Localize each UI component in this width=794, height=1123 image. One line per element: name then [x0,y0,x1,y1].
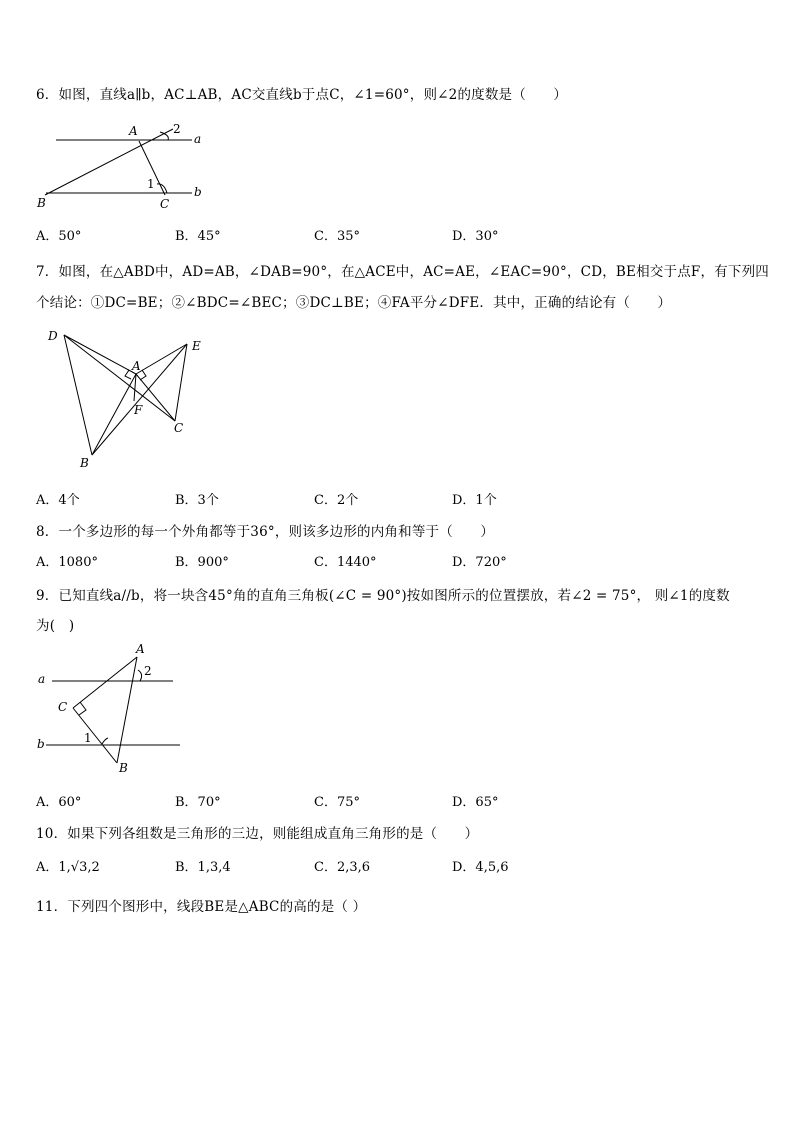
label-C: C [160,197,170,211]
label-D: D [48,329,58,343]
seg-ba [92,374,136,455]
label-b: b [194,185,202,199]
question-9-text-1: 已知直线a//b，将一块含45°角的直角三角板(∠C = 90°)按如图所示的位置摆放，若∠2 = 75°， 则∠1的度数 [58,588,730,604]
q8-option-d[interactable]: D．720° [452,555,507,570]
q10-option-c[interactable]: C．2,3,6 [314,860,371,875]
label-2: 2 [144,664,152,678]
label-A: A [136,642,145,656]
question-11-number: 11． [36,899,68,915]
question-6-text: 如图，直线a∥b，AC⊥AB，AC交直线b于点C，∠1=60°，则∠2的度数是（ ） [58,87,568,103]
seg-da [64,335,136,374]
q10-option-b[interactable]: B．1,3,4 [175,860,231,875]
question-11 [36,895,366,915]
q6-option-d[interactable]: D．30° [452,229,499,244]
label-1: 1 [147,177,155,191]
q8-option-a[interactable]: A．1080° [36,555,98,570]
seg-ab [117,657,137,763]
right-angle-c [79,702,86,715]
q10-option-a[interactable]: A．1,√3,2 [36,860,100,875]
q9-option-d[interactable]: D．65° [452,795,499,810]
question-10-text: 如果下列各组数是三角形的三边，则能组成直角三角形的是（ ） [67,826,479,842]
seg-cb [73,708,117,763]
label-b: b [37,737,45,751]
angle-2-arc [160,132,168,140]
question-11-text: 下列四个图形中，线段BE是△ABC的高的是（ ） [67,899,367,915]
question-10 [36,822,478,842]
label-B: B [37,196,46,210]
q6-option-b[interactable]: B．45° [175,229,221,244]
figure-q7 [40,322,210,474]
q6-option-a[interactable]: A．50° [36,229,82,244]
question-7-text-1: 如图，在△ABD中，AD=AB，∠DAB=90°，在△ACE中，AC=AE，∠EAC=90°，CD，BE相交于点F，有下列四 [58,264,769,280]
label-a: a [194,132,202,146]
label-F: F [134,403,143,417]
label-1: 1 [84,731,92,745]
question-7-number: 7． [36,264,59,280]
question-8-number: 8． [36,524,59,540]
label-C: C [174,421,184,435]
q7-option-a[interactable]: A．4个 [36,493,80,508]
question-9-line-2: 为( ) [36,618,75,634]
q6-option-c[interactable]: C．35° [314,229,360,244]
q9-option-a[interactable]: A．60° [36,795,82,810]
question-9-number: 9． [36,588,59,604]
question-10-number: 10． [36,826,68,842]
q9-option-c[interactable]: C．75° [314,795,360,810]
question-8-text: 一个多边形的每一个外角都等于36°，则该多边形的内角和等于（ ） [58,524,495,540]
label-a: a [38,672,46,686]
label-B: B [119,761,128,775]
label-A: A [129,124,138,138]
seg-ae [136,344,187,374]
label-A: A [132,359,141,373]
question-7-line-2: 个结论：①DC=BE；②∠BDC=∠BEC；③DC⊥BE；④FA平分∠DFE．其中，正确的结论有（ ） [36,295,672,311]
label-C: C [58,700,68,714]
label-E: E [192,339,201,353]
angle-2-arc [138,670,142,681]
label-B: B [80,456,89,470]
figure-q6 [30,115,220,215]
question-6-number: 6． [36,87,59,103]
q7-option-d[interactable]: D．1个 [452,493,497,508]
q7-option-c[interactable]: C．2个 [314,493,359,508]
question-7-line-1 [36,260,769,280]
seg-ac [73,657,137,708]
question-8 [36,520,494,540]
q8-option-b[interactable]: B．900° [175,555,229,570]
question-6 [36,83,567,103]
question-9-line-1 [36,584,730,604]
q10-option-d[interactable]: D．4,5,6 [452,860,509,875]
angle-1-arc [102,738,108,744]
figure-q9 [30,640,190,780]
q9-option-b[interactable]: B．70° [175,795,221,810]
q7-option-b[interactable]: B．3个 [175,493,219,508]
label-2: 2 [173,122,181,136]
q8-option-c[interactable]: C．1440° [314,555,377,570]
